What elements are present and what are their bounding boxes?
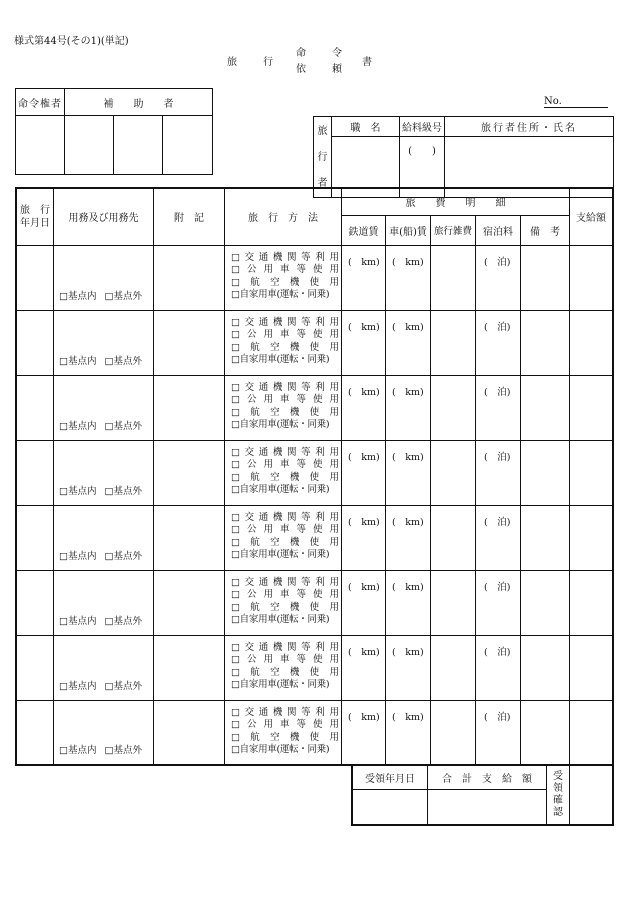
table-row	[16, 505, 613, 570]
col-method: 旅 行 方 法	[225, 188, 342, 245]
date-cell[interactable]	[16, 375, 54, 440]
method-option[interactable]: □ 公 用 車 等 使 用	[231, 264, 339, 276]
car-cell[interactable]: ( km)	[386, 505, 431, 570]
note-cell[interactable]	[154, 310, 225, 375]
car-cell[interactable]: ( km)	[386, 245, 431, 310]
kiten-in-checkbox[interactable]: □基点内	[59, 355, 97, 367]
note-cell[interactable]	[154, 635, 225, 700]
receipt-date-field[interactable]	[352, 789, 428, 825]
receipt-confirm-seal[interactable]	[570, 765, 614, 825]
grade-label: 給料級号	[400, 117, 445, 137]
date-cell[interactable]	[16, 245, 54, 310]
method-option[interactable]: □自家用車(運転・同乗)	[231, 679, 330, 691]
purpose-cell[interactable]	[54, 440, 154, 505]
payment-cell[interactable]	[570, 245, 614, 310]
rail-cell[interactable]: ( km)	[342, 700, 386, 765]
authority-table	[15, 88, 213, 175]
method-option[interactable]: □自家用車(運転・同乗)	[231, 419, 330, 431]
remarks-cell[interactable]	[521, 505, 570, 570]
method-option[interactable]: □ 交 通 機 関 等 利 用	[231, 381, 339, 393]
rail-cell[interactable]: ( km)	[342, 375, 386, 440]
table-row	[16, 700, 613, 765]
remarks-cell[interactable]	[521, 375, 570, 440]
method-option[interactable]: □自家用車(運転・同乗)	[231, 614, 330, 626]
table-row	[16, 570, 613, 635]
date-cell[interactable]	[16, 635, 54, 700]
grade-field[interactable]: ( )	[400, 137, 445, 198]
kiten-in-checkbox[interactable]: □基点内	[59, 420, 97, 432]
method-option[interactable]: □ 交 通 機 関 等 利 用	[231, 511, 339, 523]
method-option[interactable]: □ 公 用 車 等 使 用	[231, 329, 339, 341]
remarks-cell[interactable]	[521, 245, 570, 310]
col-rail: 鉄道賃	[342, 215, 386, 245]
kiten-out-checkbox[interactable]: □基点外	[104, 550, 142, 562]
title-right: 書	[362, 57, 372, 68]
method-cell	[225, 310, 342, 375]
method-option[interactable]: □自家用車(運転・同乗)	[231, 484, 330, 496]
rail-cell[interactable]: ( km)	[342, 570, 386, 635]
purpose-cell[interactable]	[54, 700, 154, 765]
method-option[interactable]: □自家用車(運転・同乗)	[231, 549, 330, 561]
method-cell	[225, 635, 342, 700]
kiten-out-checkbox[interactable]: □基点外	[104, 355, 142, 367]
misc-cell[interactable]	[431, 570, 476, 635]
payment-cell[interactable]	[570, 635, 614, 700]
lodging-cell[interactable]: ( 泊)	[476, 440, 521, 505]
receipt-confirm-label: 受 領 確 認	[547, 765, 570, 825]
rail-cell[interactable]: ( km)	[342, 635, 386, 700]
car-cell[interactable]: ( km)	[386, 310, 431, 375]
method-option[interactable]: □ 公 用 車 等 使 用	[231, 719, 339, 731]
misc-cell[interactable]	[431, 505, 476, 570]
method-option[interactable]: □ 航 空 機 使 用	[231, 471, 339, 483]
col-expense-group: 旅 費 明 細	[342, 188, 570, 215]
lodging-cell[interactable]: ( 泊)	[476, 245, 521, 310]
method-option[interactable]: □ 航 空 機 使 用	[231, 731, 339, 743]
method-option[interactable]: □ 航 空 機 使 用	[231, 406, 339, 418]
rail-cell[interactable]: ( km)	[342, 245, 386, 310]
method-option[interactable]: □ 交 通 機 関 等 利 用	[231, 641, 339, 653]
kiten-out-checkbox[interactable]: □基点外	[104, 615, 142, 627]
rail-cell[interactable]: ( km)	[342, 505, 386, 570]
method-option[interactable]: □ 公 用 車 等 使 用	[231, 394, 339, 406]
misc-cell[interactable]	[431, 310, 476, 375]
kiten-out-checkbox[interactable]: □基点外	[104, 745, 142, 756]
receipt-date-label: 受領年月日	[352, 765, 428, 789]
title-left: 旅 行	[227, 57, 281, 68]
method-option[interactable]: □ 交 通 機 関 等 利 用	[231, 576, 339, 588]
method-cell	[225, 375, 342, 440]
method-cell	[225, 245, 342, 310]
purpose-cell[interactable]	[54, 245, 154, 310]
method-option[interactable]: □ 公 用 車 等 使 用	[231, 589, 339, 601]
total-field[interactable]	[428, 789, 547, 825]
kiten-in-checkbox[interactable]: □基点内	[59, 485, 97, 497]
method-option[interactable]: □ 交 通 機 関 等 利 用	[231, 251, 339, 263]
misc-cell[interactable]	[431, 440, 476, 505]
misc-cell[interactable]	[431, 635, 476, 700]
purpose-cell[interactable]	[54, 635, 154, 700]
lodging-cell[interactable]: ( 泊)	[476, 635, 521, 700]
method-option[interactable]: □ 公 用 車 等 使 用	[231, 459, 339, 471]
kiten-out-checkbox[interactable]: □基点外	[104, 680, 142, 692]
remarks-cell[interactable]	[521, 635, 570, 700]
misc-cell[interactable]	[431, 375, 476, 440]
table-row	[16, 440, 613, 505]
traveler-side-label: 旅 行 者	[314, 117, 332, 198]
col-car: 車(船)賃	[386, 215, 431, 245]
date-cell[interactable]	[16, 570, 54, 635]
note-cell[interactable]	[154, 505, 225, 570]
note-cell[interactable]	[154, 570, 225, 635]
method-option[interactable]: □自家用車(運転・同乗)	[231, 289, 330, 301]
table-row	[16, 310, 613, 375]
authority-label: 命令権者	[16, 89, 65, 116]
car-cell[interactable]: ( km)	[386, 570, 431, 635]
method-cell	[225, 505, 342, 570]
col-lodging: 宿泊料	[476, 215, 521, 245]
title-top: 命 令	[296, 48, 350, 59]
car-cell[interactable]: ( km)	[386, 440, 431, 505]
lodging-cell[interactable]: ( 泊)	[476, 505, 521, 570]
date-cell[interactable]	[16, 700, 54, 765]
method-option[interactable]: □ 航 空 機 使 用	[231, 276, 339, 288]
col-purpose: 用務及び用務先	[54, 188, 154, 245]
payment-cell[interactable]	[570, 700, 614, 765]
col-date: 旅 行 年月日	[16, 188, 54, 245]
method-option[interactable]: □ 航 空 機 使 用	[231, 601, 339, 613]
method-option[interactable]: □ 交 通 機 関 等 利 用	[231, 316, 339, 328]
col-misc: 旅行雑費	[431, 215, 476, 245]
purpose-cell[interactable]	[54, 570, 154, 635]
table-row	[16, 375, 613, 440]
method-option[interactable]: □ 交 通 機 関 等 利 用	[231, 706, 339, 718]
method-cell	[225, 570, 342, 635]
kiten-in-checkbox[interactable]: □基点内	[59, 745, 97, 756]
note-cell[interactable]	[154, 375, 225, 440]
purpose-cell[interactable]	[54, 310, 154, 375]
method-option[interactable]: □ 交 通 機 関 等 利 用	[231, 446, 339, 458]
kiten-in-checkbox[interactable]: □基点内	[59, 290, 97, 302]
kiten-in-checkbox[interactable]: □基点内	[59, 550, 97, 562]
lodging-cell[interactable]: ( 泊)	[476, 700, 521, 765]
misc-cell[interactable]	[431, 700, 476, 765]
method-option[interactable]: □自家用車(運転・同乗)	[231, 744, 330, 756]
payment-cell[interactable]	[570, 440, 614, 505]
lodging-cell[interactable]: ( 泊)	[476, 570, 521, 635]
expense-table	[15, 187, 614, 766]
remarks-cell[interactable]	[521, 700, 570, 765]
payment-cell[interactable]	[570, 375, 614, 440]
assistant-seal-2[interactable]	[114, 116, 163, 175]
remarks-cell[interactable]	[521, 310, 570, 375]
title-bottom: 依 頼	[296, 64, 350, 75]
remarks-cell[interactable]	[521, 440, 570, 505]
date-cell[interactable]	[16, 440, 54, 505]
method-cell	[225, 700, 342, 765]
note-cell[interactable]	[154, 245, 225, 310]
form-number: 様式第44号(その1)(単記)	[14, 36, 129, 47]
rail-cell[interactable]: ( km)	[342, 440, 386, 505]
car-cell[interactable]: ( km)	[386, 700, 431, 765]
col-remarks: 備 考	[521, 215, 570, 245]
authority-seal[interactable]	[16, 116, 65, 175]
misc-cell[interactable]	[431, 245, 476, 310]
purpose-cell[interactable]	[54, 505, 154, 570]
col-payment: 支給額	[570, 188, 614, 245]
table-row	[16, 635, 613, 700]
payment-cell[interactable]	[570, 570, 614, 635]
assistant-seal-3[interactable]	[163, 116, 213, 175]
remarks-cell[interactable]	[521, 570, 570, 635]
address-name-label: 旅行者住所・氏名	[445, 117, 614, 137]
assistant-label: 補 助 者	[65, 89, 213, 116]
note-cell[interactable]	[154, 700, 225, 765]
kiten-in-checkbox[interactable]: □基点内	[59, 615, 97, 627]
kiten-out-checkbox[interactable]: □基点外	[104, 485, 142, 497]
col-note: 附 記	[154, 188, 225, 245]
method-option[interactable]: □ 航 空 機 使 用	[231, 666, 339, 678]
no-underline	[544, 107, 608, 108]
payment-cell[interactable]	[570, 505, 614, 570]
position-label: 職 名	[332, 117, 400, 137]
lodging-cell[interactable]: ( 泊)	[476, 310, 521, 375]
method-option[interactable]: □ 公 用 車 等 使 用	[231, 524, 339, 536]
traveler-table	[313, 116, 614, 198]
no-label: No.	[544, 96, 562, 107]
rail-cell[interactable]: ( km)	[342, 310, 386, 375]
method-option[interactable]: □ 航 空 機 使 用	[231, 536, 339, 548]
kiten-out-checkbox[interactable]: □基点外	[104, 420, 142, 432]
purpose-cell[interactable]	[54, 375, 154, 440]
payment-cell[interactable]	[570, 310, 614, 375]
note-cell[interactable]	[154, 440, 225, 505]
method-option[interactable]: □ 航 空 機 使 用	[231, 341, 339, 353]
total-label: 合 計 支 給 額	[428, 765, 547, 789]
car-cell[interactable]: ( km)	[386, 635, 431, 700]
lodging-cell[interactable]: ( 泊)	[476, 375, 521, 440]
kiten-in-checkbox[interactable]: □基点内	[59, 680, 97, 692]
assistant-seal-1[interactable]	[65, 116, 114, 175]
date-cell[interactable]	[16, 310, 54, 375]
kiten-out-checkbox[interactable]: □基点外	[104, 290, 142, 302]
date-cell[interactable]	[16, 505, 54, 570]
car-cell[interactable]: ( km)	[386, 375, 431, 440]
table-row	[16, 245, 613, 310]
method-option[interactable]: □自家用車(運転・同乗)	[231, 354, 330, 366]
footer-table	[351, 764, 614, 826]
method-option[interactable]: □ 公 用 車 等 使 用	[231, 654, 339, 666]
method-cell	[225, 440, 342, 505]
